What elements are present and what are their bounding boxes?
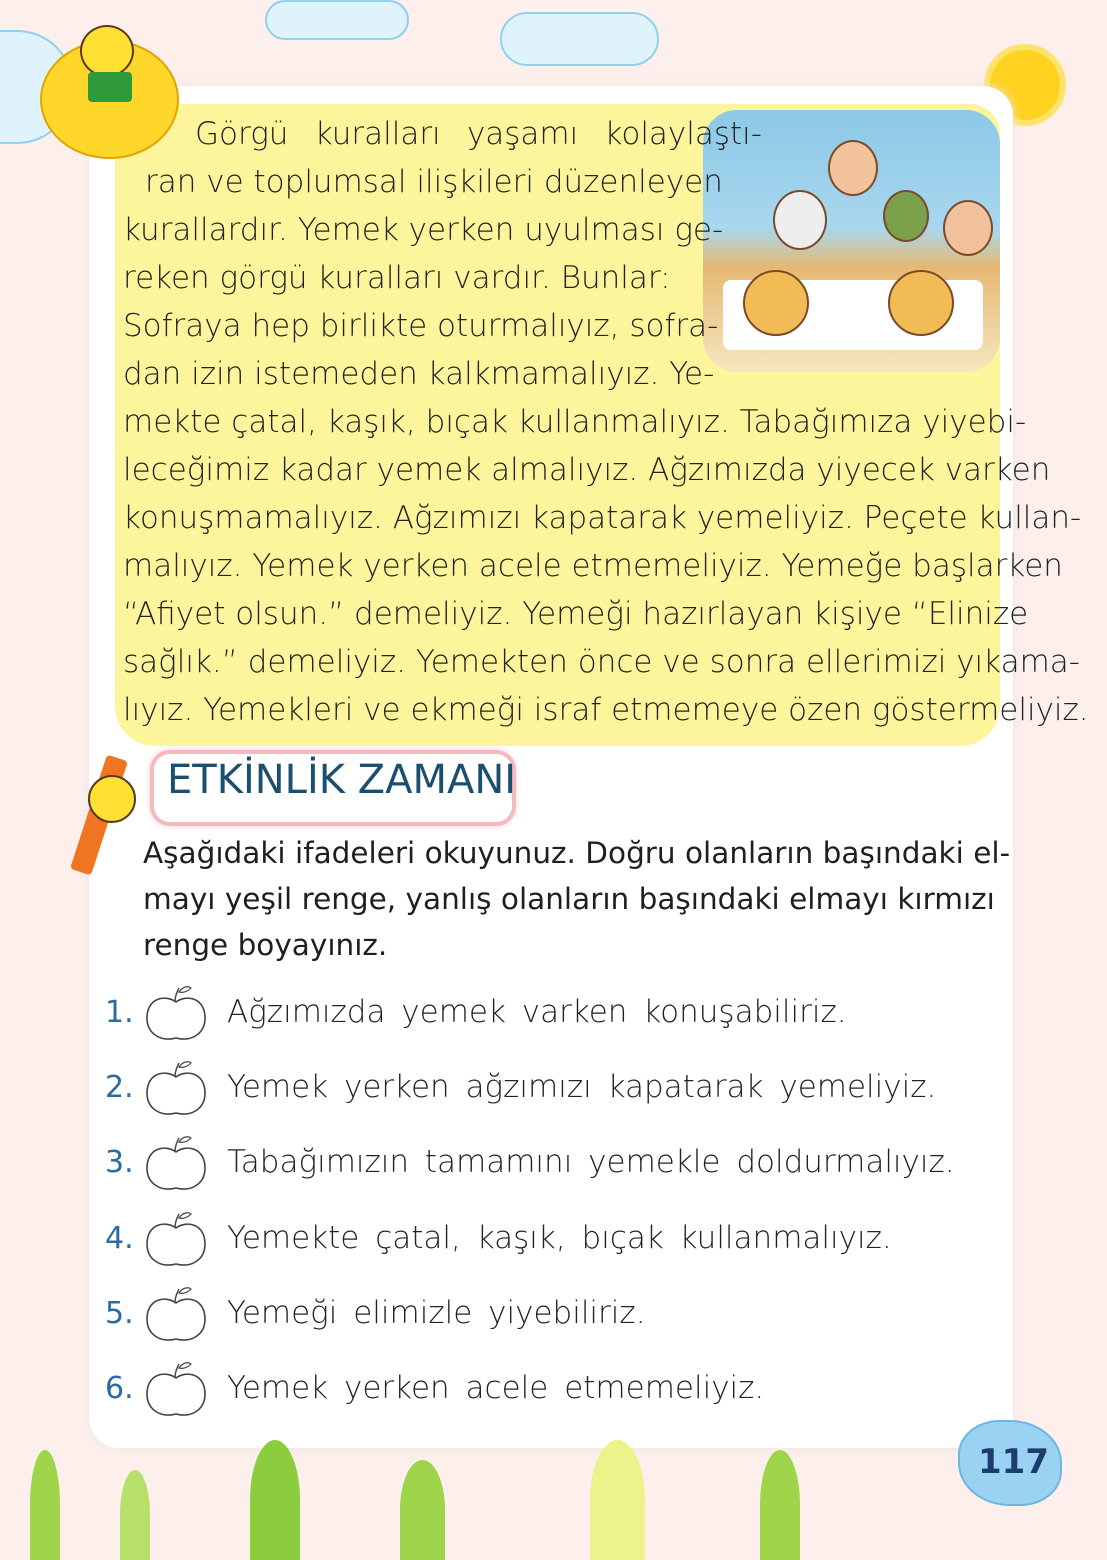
book-icon (88, 72, 132, 102)
reading-bee-illustration (80, 25, 134, 77)
tulip-decoration (590, 1440, 645, 1560)
item-number: 1. (105, 994, 134, 1030)
paragraph-line: reken görgü kuralları vardır. Bunlar: (123, 260, 671, 296)
tulip-decoration (250, 1440, 300, 1560)
item-text: Yemekte çatal, kaşık, bıçak kullanmalıyız. (227, 1220, 892, 1256)
page-number: 117 (978, 1442, 1049, 1482)
item-text: Ağzımızda yemek varken konuşabiliriz. (227, 994, 847, 1030)
paragraph-line: mekte çatal, kaşık, bıçak kullanmalıyız. Tabağımıza yiyebi- (123, 404, 1027, 440)
tulip-decoration (760, 1450, 800, 1560)
paragraph-line: kurallardır. Yemek yerken uyulması ge- (123, 212, 724, 248)
activity-item (105, 1132, 955, 1192)
apple-icon[interactable] (145, 1134, 207, 1190)
reading-paragraph (123, 110, 1089, 734)
instruction-line: renge boyayınız. (143, 928, 388, 962)
paragraph-line: ran ve toplumsal ilişkileri düzenleyen (145, 164, 723, 200)
activity-title: ETKİNLİK ZAMANI (167, 757, 517, 803)
activity-item (105, 1283, 646, 1343)
item-number: 2. (105, 1069, 134, 1105)
item-text: Yemeği elimizle yiyebiliriz. (227, 1295, 646, 1331)
paragraph-line: dan izin istemeden kalkmamalıyız. Ye- (123, 356, 715, 392)
activity-item (105, 982, 847, 1042)
paragraph-line: leceğimiz kadar yemek almalıyız. Ağzımızda yiyecek varken (123, 452, 1051, 488)
cloud-decoration (500, 12, 659, 66)
apple-icon[interactable] (145, 1360, 207, 1416)
apple-icon[interactable] (145, 1285, 207, 1341)
item-number: 5. (105, 1295, 134, 1331)
activity-item (105, 1057, 936, 1117)
activity-instructions (143, 830, 1011, 968)
item-text: Yemek yerken acele etmemeliyiz. (227, 1370, 765, 1406)
grass-decoration (30, 1450, 60, 1560)
item-text: Tabağımızın tamamını yemekle doldurmalıyız. (227, 1144, 955, 1180)
paragraph-line: “Afiyet olsun.” demeliyiz. Yemeği hazırlayan kişiye “Elinize (123, 596, 1029, 632)
item-number: 4. (105, 1220, 134, 1256)
activity-item (105, 1358, 764, 1418)
item-number: 6. (105, 1370, 134, 1406)
paragraph-line: malıyız. Yemek yerken acele etmemeliyiz. Yemeğe başlarken (123, 548, 1063, 584)
instruction-line: Aşağıdaki ifadeleri okuyunuz. Doğru olanların başındaki el- (143, 836, 1011, 870)
item-text: Yemek yerken ağzımızı kapatarak yemeliyiz. (227, 1069, 937, 1105)
item-number: 3. (105, 1144, 134, 1180)
paragraph-line: sağlık.” demeliyiz. Yemekten önce ve sonra ellerimizi yıkama- (123, 644, 1080, 680)
activity-item (105, 1208, 892, 1268)
apple-icon[interactable] (145, 984, 207, 1040)
cloud-decoration (265, 0, 409, 40)
paragraph-line: Görgü kuralları yaşamı kolaylaştı- (195, 116, 762, 152)
apple-icon[interactable] (145, 1210, 207, 1266)
paragraph-line: konuşmamalıyız. Ağzımızı kapatarak yemeliyiz. Peçete kullan- (123, 500, 1082, 536)
tulip-decoration (400, 1460, 445, 1560)
instruction-line: mayı yeşil renge, yanlış olanların başındaki elmayı kırmızı (143, 882, 995, 916)
paragraph-line: lıyız. Yemekleri ve ekmeği israf etmemeye özen göstermeliyiz. (123, 692, 1089, 728)
pencil-bee-illustration (88, 775, 136, 823)
page-number-butterfly (958, 1420, 1062, 1506)
paragraph-line: Sofraya hep birlikte oturmalıyız, sofra- (123, 308, 719, 344)
apple-icon[interactable] (145, 1059, 207, 1115)
grass-decoration (120, 1470, 150, 1560)
